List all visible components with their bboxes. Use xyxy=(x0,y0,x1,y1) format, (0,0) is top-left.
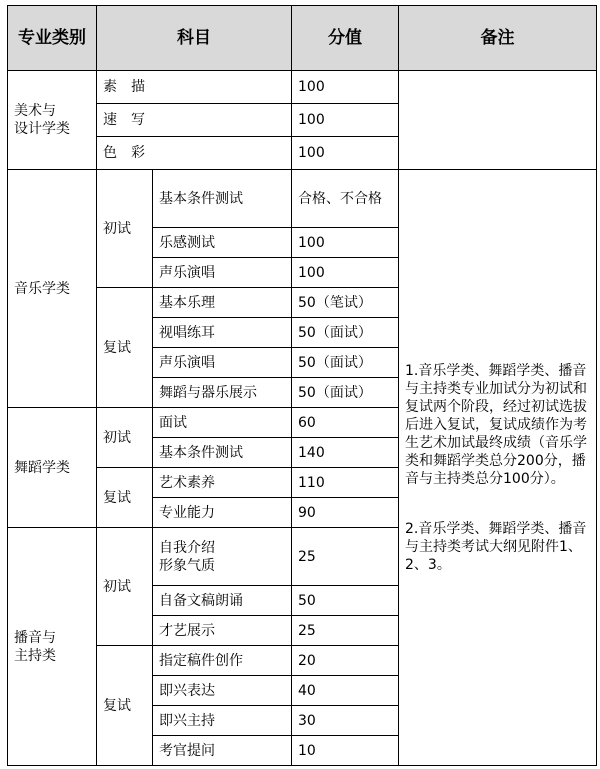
subject-cell: 即兴主持 xyxy=(153,706,292,736)
phase-music-retest: 复试 xyxy=(97,288,153,408)
subject-cell: 声乐演唱 xyxy=(153,258,292,288)
score-cell: 50（面试） xyxy=(292,348,399,378)
header-category: 专业类别 xyxy=(8,6,97,71)
subject-cell: 舞蹈与器乐展示 xyxy=(153,378,292,408)
subject-cell: 基本条件测试 xyxy=(153,438,292,468)
subject-cell: 基本乐理 xyxy=(153,288,292,318)
subject-cell: 才艺展示 xyxy=(153,616,292,646)
subject-cell: 基本条件测试 xyxy=(153,170,292,228)
score-cell: 100 xyxy=(292,71,399,104)
subject-cell xyxy=(153,528,292,586)
subject-line1: 自我介绍 xyxy=(159,539,215,556)
score-cell: 25 xyxy=(292,616,399,646)
subject-cell: 指定稿件创作 xyxy=(153,646,292,676)
score-cell: 140 xyxy=(292,438,399,468)
category-broadcast-line1: 播音与 xyxy=(14,629,56,646)
note-2: 2.音乐学类、舞蹈学类、播音与主持类考试大纲见附件1、2、3。 xyxy=(405,520,587,573)
score-cell: 110 xyxy=(292,468,399,498)
subject-cell: 乐感测试 xyxy=(153,228,292,258)
remark-cell-empty xyxy=(399,71,597,170)
score-cell: 40 xyxy=(292,676,399,706)
category-art-line1: 美术与 xyxy=(14,103,56,119)
remark-notes xyxy=(399,170,597,766)
score-cell: 100 xyxy=(292,228,399,258)
score-cell: 10 xyxy=(292,736,399,766)
score-cell: 100 xyxy=(292,137,399,170)
phase-broadcast-initial: 初试 xyxy=(97,528,153,646)
subject-cell: 声乐演唱 xyxy=(153,348,292,378)
score-cell: 合格、不合格 xyxy=(292,170,399,228)
subject-cell: 即兴表达 xyxy=(153,676,292,706)
category-art-line2: 设计学类 xyxy=(14,121,70,137)
phase-dance-initial: 初试 xyxy=(97,408,153,468)
score-cell: 50（面试） xyxy=(292,378,399,408)
table-row xyxy=(8,71,597,104)
score-cell: 100 xyxy=(292,104,399,137)
score-cell: 50（笔试） xyxy=(292,288,399,318)
category-art xyxy=(8,71,97,170)
header-row xyxy=(8,6,597,71)
exam-subjects-table xyxy=(7,5,597,766)
header-subject: 科目 xyxy=(97,6,292,71)
score-cell: 50 xyxy=(292,586,399,616)
score-cell: 60 xyxy=(292,408,399,438)
phase-music-initial: 初试 xyxy=(97,170,153,288)
category-music: 音乐学类 xyxy=(8,170,97,408)
table-row xyxy=(8,170,597,228)
subject-cell: 专业能力 xyxy=(153,498,292,528)
subject-cell: 视唱练耳 xyxy=(153,318,292,348)
subject-cell: 面试 xyxy=(153,408,292,438)
header-remark: 备注 xyxy=(399,6,597,71)
subject-line2: 形象气质 xyxy=(159,557,215,574)
score-cell: 100 xyxy=(292,258,399,288)
subject-cell: 速 写 xyxy=(97,104,292,137)
category-dance: 舞蹈学类 xyxy=(8,408,97,528)
subject-cell: 艺术素养 xyxy=(153,468,292,498)
category-broadcast-line2: 主持类 xyxy=(14,647,56,664)
subject-cell: 素 描 xyxy=(97,71,292,104)
score-cell: 90 xyxy=(292,498,399,528)
score-cell: 50（面试） xyxy=(292,318,399,348)
phase-dance-retest: 复试 xyxy=(97,468,153,528)
phase-broadcast-retest: 复试 xyxy=(97,646,153,766)
score-cell: 25 xyxy=(292,528,399,586)
score-cell: 20 xyxy=(292,646,399,676)
subject-cell: 自备文稿朗诵 xyxy=(153,586,292,616)
subject-cell: 色 彩 xyxy=(97,137,292,170)
score-cell: 30 xyxy=(292,706,399,736)
note-1: 1.音乐学类、舞蹈学类、播音与主持类专业加试分为初试和复试两个阶段，经过初试选拔后进入复试，复试成绩作为考生艺术加试最终成绩（音乐学类和舞蹈学类总分200分，播音与主持类总分100分）。 xyxy=(405,362,587,487)
category-broadcast xyxy=(8,528,97,766)
subject-cell: 考官提问 xyxy=(153,736,292,766)
header-score: 分值 xyxy=(292,6,399,71)
